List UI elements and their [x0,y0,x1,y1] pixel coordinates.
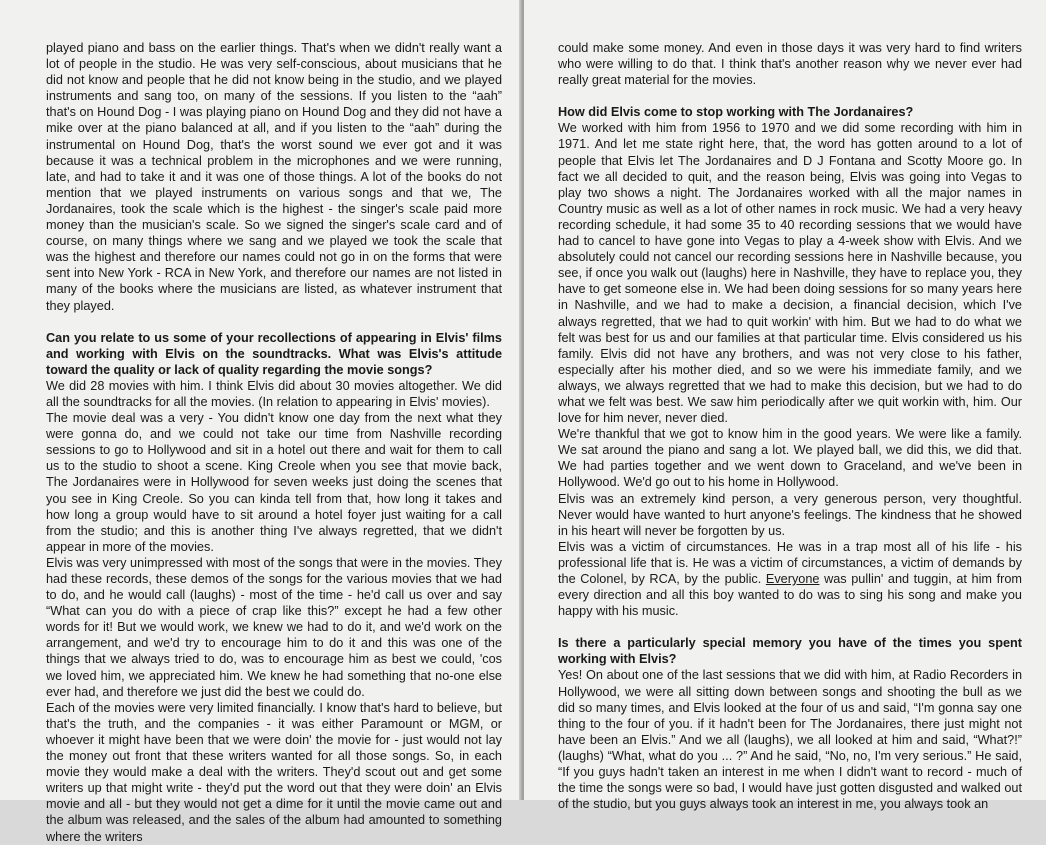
left-paragraph-2: We did 28 movies with him. I think Elvis did about 30 movies altogether. We did all the soundtracks for all the movies. (In relation to appearing in Elvis' movies). [46,378,502,409]
right-page [524,0,1046,812]
left-page [0,0,522,844]
right-paragraph-1: could make some money. And even in those days it was very hard to find writers who were willing to do that. I think that's another reason why we never ever had really great material for the movies. [558,41,1022,88]
right-paragraph-4: Elvis was an extremely kind person, a very generous person, very thoughtful. Never would have wanted to hurt anyone's feelings. The kindness that he showed in his heart will never be forgotten by us. [558,491,1022,538]
left-paragraph-3: The movie deal was a very - You didn't know one day from the next what they were gonna do, and we could not take our time from Nashville recording sessions to go to Hollywood and sit in a hotel out there and wait for them to call us to the studio to shoot a scene. King Creole when you see that movie back, The Jordanaires were in Hollywood for seven weeks just doing the scenes that you see in King Creole. So you can kinda tell from that, how long it takes and how long a group would have to sit around a hotel foyer just waiting for a call from the studio; and this is another thing I've always regretted, that we didn't appear in more of the movies. [46,411,502,554]
interview-question-3: Is there a particularly special memory you have of the times you spent working with Elvis? [558,636,1022,667]
right-page-text [558,40,1022,812]
paragraph-5-start: Elvis was a victim of circumstances. He was in a trap most all of his life - his professional life that is. He was a victim of circumstances, a victim of demands by the Colonel, by RCA, by the public. [558,539,1022,586]
right-paragraph-3: We're thankful that we got to know him in the good years. We were like a family. We sat around the piano and sang a lot. We played ball, we did this, we did that. We had parties together and we went down to Graceland, and we've been in Hollywood. We'd go out to his home in Hollywood. [558,427,1022,490]
left-paragraph-5: Each of the movies were very limited financially. I know that's hard to believe, but that's the truth, and the companies - it was either Paramount or MGM, or whoever it might have been that we were doin' the movie for - just would not lay the money out front that these writers wanted for all those songs. So, in each movie they would make a deal with the writers. They'd scout out and get some writers up that might write - they'd put the word out that they were doin' an Elvis movie and all - but they would not get a dime for it until the movie came out and the album was released, and the sales of the album had amounted to something where the writers [46,700,502,844]
interview-question-2: How did Elvis come to stop working with The Jordanaires? [558,105,914,120]
right-paragraph-2: We worked with him from 1956 to 1970 and we did some recording with him in 1971. And let me state right here, that, the word has gotten around to a lot of people that Elvis let The Jordanaires and D J Fontana and Scotty Moore go. In fact we all decided to quit, and the reason being, Elvis was going into Vegas to play two shows a night. The Jordanaires worked with all the major names in Country music as well as a lot of other names in rock music. We had a very heavy recording schedule, it had some 35 to 40 recording sessions that we would have had to cancel to have gone into Vegas to play a 4-week show with Elvis. And we absolutely could not cancel our recording sessions here in Nashville because, you see, if once you walk out (laughs) here in Nashville, they have to replace you, they have to get someone else in. We had been doing sessions for so many years here in Nashville, and we had to make a decision, a financial decision, which I've always regretted, that we had to quit workin' with him. But we had to do what we felt was best for us and our families at that particular time. Elvis considered us his family. Elvis did not have any brothers, and was not very close to his father, especially after his mother died, and so we were his immediate family, and we always, we always regretted that we had to make this decision, but we had to do what we felt was best. We saw him periodically after we quit workin with, him. Our love for him never, never died. [558,121,1022,426]
right-paragraph-5 [558,539,1022,619]
right-paragraph-6: Yes! On about one of the last sessions that we did with him, at Radio Recorders in Hollywood, we were all sitting down between songs and shooting the bull as we did so many times, and Elvis looked at the four of us and said, “I'm gonna say one thing to the four of you. if it hadn't been for The Jordanaires, there just might not have been an Elvis.” And we all (laughs), we all looked at him and said, “What?!” (laughs) “What, what do you ... ?” And he said, “No, no, I'm very serious.” He said, “If you guys hadn't taken an interest in me when I didn't want to record - much of the time the songs were so bad, I would have just gotten disgusted and walked out of the studio, but you guys always took an interest in me, you always took an [558,668,1022,812]
paragraph-5-end: was pullin' and tuggin, at him from every direction and all this boy wanted to do was to sing his song and make you happy with his music. [558,572,1022,619]
left-paragraph-4: Elvis was very unimpressed with most of the songs that were in the movies. They had these records, these demos of the songs for the various movies that we had to do, and he would call (laughs) - most of the time - he'd call us over and say “What can you do with a piece of crap like this?” except he had a few other words for it! But we would work, we knew we had to do it, and we'd work on the arrangement, and we'd try to encourage him to do it and this was one of the things that we always tried to do, was to encourage him as best we could, 'cos we loved him, we appreciated him. We knew he had something that no-one else ever had, and therefore we just did the best we could do. [46,555,502,699]
interview-question-1: Can you relate to us some of your recollections of appearing in Elvis' films and working with Elvis on the soundtracks. What was Elvis's attitude toward the quality or lack of quality regarding the movie songs? [46,330,502,377]
left-page-text [46,40,502,845]
left-paragraph-1: played piano and bass on the earlier things. That's when we didn't really want a lot of people in the studio. He was very self-conscious, about musicians that he did not know and people that he did not know being in the studio, and we played instruments and sang too, on many of the sessions. If you listen to the “aah” that's on Hound Dog - I was playing piano on Hound Dog and they did not have a mike over at the piano balanced at all, and if you listen to the “aah” during the instrumental on Hound Dog, that's the worst sound we ever got and it was because it was a technical problem in the microphones and we were running, late, and had to take it and it was one of those things. A lot of the books do not mention that we played instruments on various songs and that we, The Jordanaires, took the scale which is the highest - the singer's scale paid more money than the musician's scale. So we signed the singer's scale card and of course, on many things where we sang and we played we took the scale that was the highest and therefore our names could not go in on the forms that were sent into New York - RCA in New York, and therefore our names are not listed in many of the books where the musicians are listed, as whatever instrument that they played. [46,41,502,313]
underlined-word: Everyone [765,572,820,586]
